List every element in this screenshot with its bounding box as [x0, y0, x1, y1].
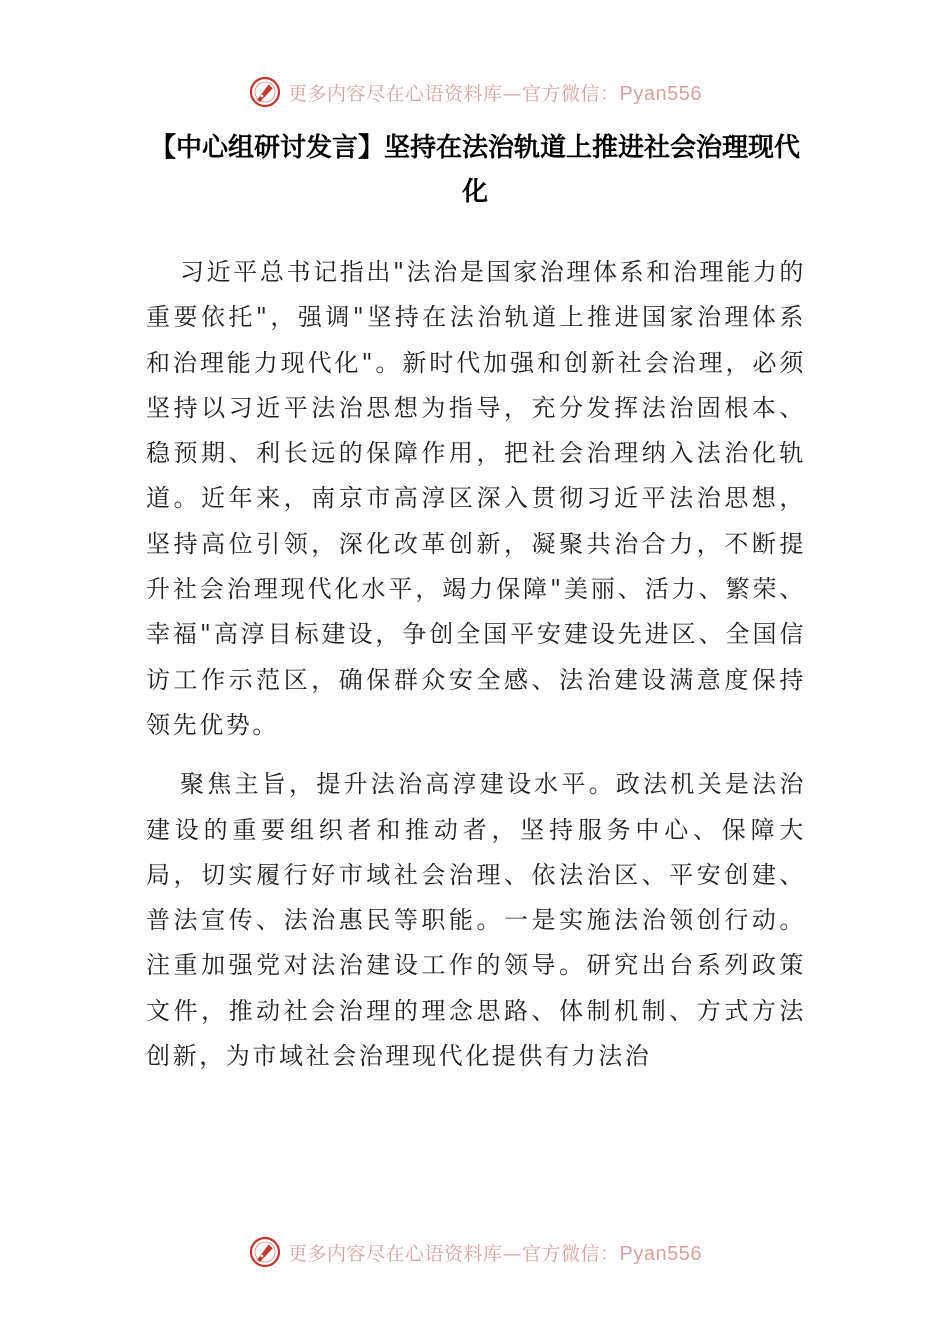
- paragraph-1: 习近平总书记指出"法治是国家治理体系和治理能力的重要依托"，强调"坚持在法治轨道上推进国家治理体系和治理能力现代化"。新时代加强和创新社会治理，必须坚持以习近平法治思想为指导，充分发挥法治固根本、稳预期、利长远的保障作用，把社会治理纳入法治化轨道。近年来，南京市高淳区深入贯彻习近平法治思想，坚持高位引领，深化改革创新，凝聚共治合力，不断提升社会治理现代化水平，竭力保障"美丽、活力、繁荣、幸福"高淳目标建设，争创全国平安建设先进区、全国信访工作示范区，确保群众安全感、法治建设满意度保持领先优势。: [146, 258, 806, 739]
- pen-nib-logo-icon: [248, 1235, 282, 1269]
- paragraph-2: 聚焦主旨，提升法治高淳建设水平。政法机关是法治建设的重要组织者和推动者，坚持服务中心、保障大局，切实履行好市域社会治理、依法治区、平安创建、普法宣传、法治惠民等职能。一是实施法治领创行动。注重加强党对法治建设工作的领导。研究出台系列政策文件，推动社会治理的理念思路、体制机制、方式方法创新，为市域社会治理现代化提供有力法治: [146, 770, 806, 1071]
- header-banner-text: 更多内容尽在心语资料库—官方微信：Pyan556: [288, 82, 702, 105]
- document-title: 【中心组研讨发言】坚持在法治轨道上推进社会治理现代化: [149, 133, 800, 207]
- footer-wechat-account: Pyan556: [619, 1242, 702, 1265]
- header-banner: [0, 72, 950, 112]
- header-wechat-account: Pyan556: [619, 82, 702, 105]
- footer-banner-text: 更多内容尽在心语资料库—官方微信：Pyan556: [288, 1242, 702, 1265]
- footer-banner: [0, 1232, 950, 1272]
- pen-nib-logo-icon: [248, 75, 282, 109]
- document-body: [146, 250, 806, 1093]
